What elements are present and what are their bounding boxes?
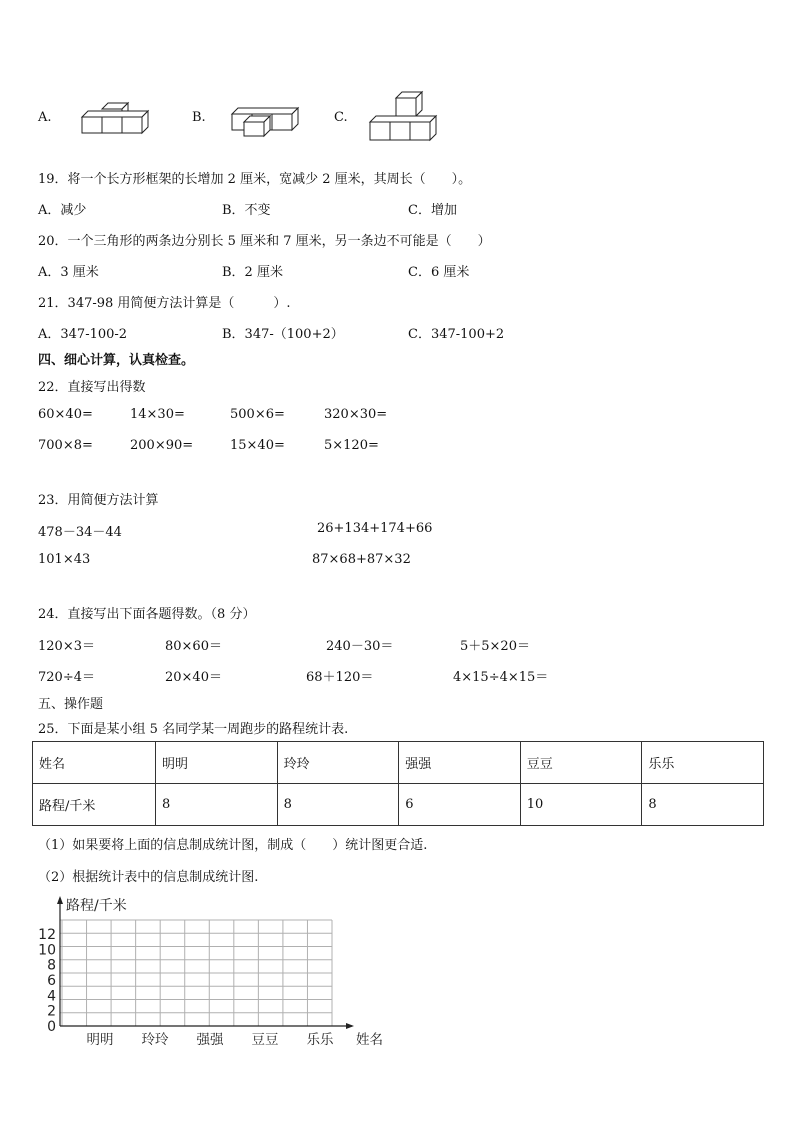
q24-item: 720÷4＝ [38,670,95,685]
table-cell: 8 [156,784,278,826]
q19-option-b: B．不变 [222,203,271,218]
y-tick-label: 6 [47,973,56,989]
y-tick-label: 8 [47,957,56,974]
q21-option-a: A．347-100-2 [38,327,128,342]
table-header-cell: 玲玲 [277,742,399,784]
x-tick-label: 乐乐 [306,1032,334,1048]
q25-sub-question-1: （1）如果要将上面的信息制成统计图，制成（ ）统计图更合适. [38,838,428,853]
table-header-cell: 明明 [156,742,278,784]
table-header-cell: 乐乐 [642,742,764,784]
q21-option-b: B．347-（100+2） [222,327,344,342]
question-19-stem: 19．将一个长方形框架的长增加 2 厘米，宽减少 2 厘米，其周长（ ）。 [38,172,472,187]
y-axis-arrow [57,896,63,904]
table-row [33,742,764,784]
table-cell: 6 [399,784,521,826]
q20-option-b: B．2 厘米 [222,265,283,280]
x-tick-label: 豆豆 [251,1032,279,1048]
q18-option-b-figure [230,100,302,138]
q23-item: 87×68+87×32 [312,552,411,567]
q22-item: 15×40= [230,438,285,453]
table-header-cell: 强强 [399,742,521,784]
q20-option-c: C．6 厘米 [408,265,470,280]
y-axis-label: 路程/千米 [66,898,127,914]
q22-item: 700×8= [38,438,93,453]
q24-item: 80×60＝ [165,639,222,654]
section-4-heading: 四、细心计算，认真检查。 [38,353,195,368]
q24-item: 4×15÷4×15＝ [453,670,549,685]
y-tick-label: 4 [47,988,56,1005]
y-tick-label: 2 [47,1003,56,1020]
distance-stat-table [32,741,764,826]
q24-item: 20×40＝ [165,670,222,685]
x-tick-label: 强强 [196,1032,224,1048]
table-header-cell: 姓名 [33,742,156,784]
q23-item: 26+134+174+66 [317,521,433,536]
q23-item: 478－34－44 [38,525,122,540]
x-tick-label: 玲玲 [141,1032,169,1048]
q18-option-c-figure [368,88,438,142]
q18-option-a-label: A. [38,110,52,125]
q18-option-c-label: C. [334,110,348,125]
x-tick-label: 明明 [86,1032,114,1048]
q22-item: 320×30= [324,407,388,422]
question-22-stem: 22．直接写出得数 [38,380,146,395]
section-5-heading: 五、操作题 [38,697,104,712]
y-tick-label: 10 [38,942,56,959]
q22-item: 200×90= [130,438,194,453]
q18-option-b-label: B. [192,110,206,125]
q22-item: 60×40= [38,407,93,422]
table-cell: 8 [642,784,764,826]
x-axis-arrow [346,1023,354,1029]
q24-item: 240－30＝ [326,639,394,654]
q21-option-c: C．347-100+2 [408,327,505,342]
table-cell: 8 [277,784,399,826]
q20-option-a: A．3 厘米 [38,265,99,280]
table-row [33,784,764,826]
q19-option-c: C．增加 [408,203,457,218]
y-tick-label: 0 [47,1019,56,1035]
q22-item: 500×6= [230,407,285,422]
table-header-cell: 豆豆 [520,742,642,784]
table-cell: 路程/千米 [33,784,156,826]
question-23-stem: 23．用简便方法计算 [38,493,159,508]
q18-option-a-figure [80,100,150,136]
q25-sub-question-2: （2）根据统计表中的信息制成统计图. [38,870,259,885]
q19-option-a: A．减少 [38,203,87,218]
question-21-stem: 21．347-98 用简便方法计算是（ ）. [38,296,291,311]
question-25-stem: 25．下面是某小组 5 名同学某一周跑步的路程统计表. [38,722,349,737]
q24-item: 5＋5×20＝ [460,639,530,654]
q22-item: 5×120= [324,438,379,453]
y-tick-label: 12 [38,927,56,943]
blank-bar-chart [30,890,390,1055]
q24-item: 68＋120＝ [306,670,374,685]
x-axis-label: 姓名 [356,1032,383,1048]
q24-item: 120×3＝ [38,639,95,654]
table-cell: 10 [520,784,642,826]
question-24-stem: 24．直接写出下面各题得数。（8 分） [38,607,256,622]
q23-item: 101×43 [38,552,91,567]
question-20-stem: 20．一个三角形的两条边分别长 5 厘米和 7 厘米，另一条边不可能是（ ） [38,234,491,249]
q22-item: 14×30= [130,407,185,422]
